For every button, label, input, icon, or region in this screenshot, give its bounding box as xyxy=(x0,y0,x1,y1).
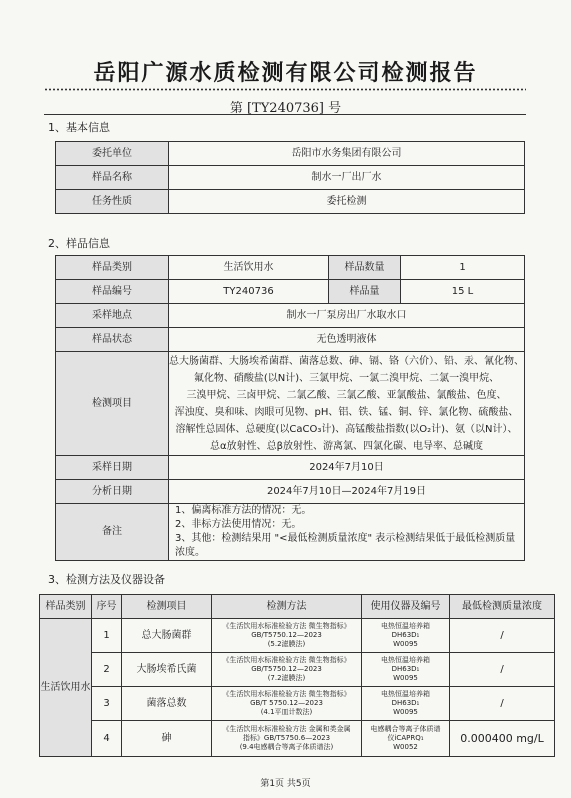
method-line: GB/T5750.12—2023 xyxy=(251,665,322,673)
row-method xyxy=(212,653,362,687)
row-method xyxy=(212,687,362,721)
sample-name-value: 制水一厂出厂水 xyxy=(169,166,525,190)
sample-count-value: 1 xyxy=(401,256,525,280)
sample-name-label: 样品名称 xyxy=(56,166,169,190)
row-category: 生活饮用水 xyxy=(40,619,92,757)
instrument-line: 电感耦合等离子体质谱 xyxy=(370,725,441,733)
table-row xyxy=(40,687,555,721)
test-items-label: 检测项目 xyxy=(56,352,169,456)
row-instrument xyxy=(362,653,450,687)
row-item: 大肠埃希氏菌 xyxy=(122,653,212,687)
sample-count-label: 样品数量 xyxy=(329,256,401,280)
row-min: / xyxy=(450,653,555,687)
row-min: / xyxy=(450,619,555,653)
method-line: (5.2滤膜法) xyxy=(267,640,306,648)
header-item: 检测项目 xyxy=(122,595,212,619)
sampling-location-value: 制水一厂泵房出厂水取水口 xyxy=(169,304,525,328)
method-line: (9.4电感耦合等离子体质谱法) xyxy=(239,743,334,751)
methods-table xyxy=(39,594,555,757)
dotted-divider xyxy=(44,88,526,91)
sample-number-label: 样品编号 xyxy=(56,280,169,304)
sample-amount-value: 15 L xyxy=(401,280,525,304)
page-footer: 第1页 共5页 xyxy=(260,779,311,789)
task-type-label: 任务性质 xyxy=(56,190,169,214)
row-index: 1 xyxy=(92,619,122,653)
sample-amount-label: 样品量 xyxy=(329,280,401,304)
row-index: 2 xyxy=(92,653,122,687)
instrument-line: DH63D₁ xyxy=(391,665,420,673)
instrument-line: W0095 xyxy=(393,674,418,682)
row-index: 3 xyxy=(92,687,122,721)
row-instrument xyxy=(362,687,450,721)
method-line: (7.2滤膜法) xyxy=(267,674,306,682)
sample-category-label: 样品类别 xyxy=(56,256,169,280)
row-min: 0.000400 mg/L xyxy=(450,721,555,757)
sample-category-value: 生活饮用水 xyxy=(169,256,329,280)
remarks-content xyxy=(169,504,525,561)
remark-line: 2、非标方法使用情况：无。 xyxy=(175,519,302,530)
instrument-line: W0095 xyxy=(393,708,418,716)
report-number: 第 [TY240736] 号 xyxy=(229,101,342,116)
sampling-location-label: 采样地点 xyxy=(56,304,169,328)
row-instrument xyxy=(362,619,450,653)
section-basic-info-heading: 1、基本信息 xyxy=(48,121,110,134)
section-methods-heading: 3、检测方法及仪器设备 xyxy=(48,573,165,586)
method-line: 《生活饮用水标准检验方法 微生物指标》 xyxy=(222,622,351,630)
instrument-line: W0095 xyxy=(393,640,418,648)
report-title: 岳阳广源水质检测有限公司检测报告 xyxy=(93,61,478,86)
test-items-line: 溶解性总固体、总硬度(以CaCO₃计)、高锰酸盐指数(以O₂计)、氨（以N计）、 xyxy=(175,423,518,435)
sample-state-value: 无色透明液体 xyxy=(169,328,525,352)
sample-info-table xyxy=(55,255,525,561)
row-item: 砷 xyxy=(122,721,212,757)
row-item: 菌落总数 xyxy=(122,687,212,721)
sampling-date-label: 采样日期 xyxy=(56,456,169,480)
header-category: 样品类别 xyxy=(40,595,92,619)
test-items-line: 氟化物、硝酸盐(以N计)、三氯甲烷、一氯二溴甲烷、二氯一溴甲烷、 xyxy=(193,372,500,384)
task-type-value: 委托检测 xyxy=(169,190,525,214)
method-line: 《生活饮用水标准检验方法 金属和类金属 xyxy=(222,725,351,733)
header-min-concentration: 最低检测质量浓度 xyxy=(450,595,555,619)
remark-line: 3、其他：检测结果用 "<最低检测质量浓度" 表示检测结果低于最低检测质量浓度。 xyxy=(175,533,516,558)
test-items-line: 三溴甲烷、三卤甲烷、二氯乙酸、三氯乙酸、亚氯酸盐、氯酸盐、色度、 xyxy=(186,389,507,401)
method-line: GB/T 5750.12—2023 xyxy=(250,699,323,707)
instrument-line: 电热恒温培养箱 xyxy=(381,656,430,664)
sample-state-label: 样品状态 xyxy=(56,328,169,352)
row-min: / xyxy=(450,687,555,721)
row-instrument xyxy=(362,721,450,757)
method-line: 《生活饮用水标准检验方法 微生物指标》 xyxy=(222,690,351,698)
header-instrument: 使用仪器及编号 xyxy=(362,595,450,619)
analysis-date-label: 分析日期 xyxy=(56,480,169,504)
analysis-date-value: 2024年7月10日—2024年7月19日 xyxy=(169,480,525,504)
test-items-line: 总α放射性、总β放射性、游离氯、四氯化碳、电导率、总碱度 xyxy=(210,440,483,452)
row-item: 总大肠菌群 xyxy=(122,619,212,653)
client-label: 委托单位 xyxy=(56,142,169,166)
basic-info-table xyxy=(55,141,525,214)
table-row xyxy=(40,721,555,757)
instrument-line: 电热恒温培养箱 xyxy=(381,622,430,630)
test-items-list xyxy=(169,352,525,456)
row-index: 4 xyxy=(92,721,122,757)
instrument-line: DH63D₁ xyxy=(391,699,420,707)
instrument-line: 电热恒温培养箱 xyxy=(381,690,430,698)
row-method xyxy=(212,721,362,757)
header-rule xyxy=(44,114,526,115)
remarks-label: 备注 xyxy=(56,504,169,561)
method-line: GB/T5750.12—2023 xyxy=(251,631,322,639)
method-line: 《生活饮用水标准检验方法 微生物指标》 xyxy=(222,656,351,664)
table-row xyxy=(40,619,555,653)
sampling-date-value: 2024年7月10日 xyxy=(169,456,525,480)
table-row xyxy=(40,653,555,687)
test-items-line: 浑浊度、臭和味、肉眼可见物、pH、铝、铁、锰、铜、锌、氯化物、硫酸盐、 xyxy=(174,406,519,418)
method-line: 指标》GB/T5750.6—2023 xyxy=(242,734,331,742)
header-method: 检测方法 xyxy=(212,595,362,619)
client-value: 岳阳市水务集团有限公司 xyxy=(169,142,525,166)
sample-number-value: TY240736 xyxy=(169,280,329,304)
instrument-line: 仪iCAPRQ₁ xyxy=(387,734,424,742)
header-index: 序号 xyxy=(92,595,122,619)
test-items-line: 总大肠菌群、大肠埃希菌群、菌落总数、砷、镉、铬（六价）、铅、汞、氰化物、 xyxy=(169,355,524,367)
row-method xyxy=(212,619,362,653)
section-sample-info-heading: 2、样品信息 xyxy=(48,237,110,250)
remark-line: 1、偏离标准方法的情况：无。 xyxy=(175,505,312,516)
instrument-line: W0052 xyxy=(393,743,418,751)
method-line: (4.1平皿计数法) xyxy=(260,708,313,716)
instrument-line: DH63D₁ xyxy=(391,631,420,639)
